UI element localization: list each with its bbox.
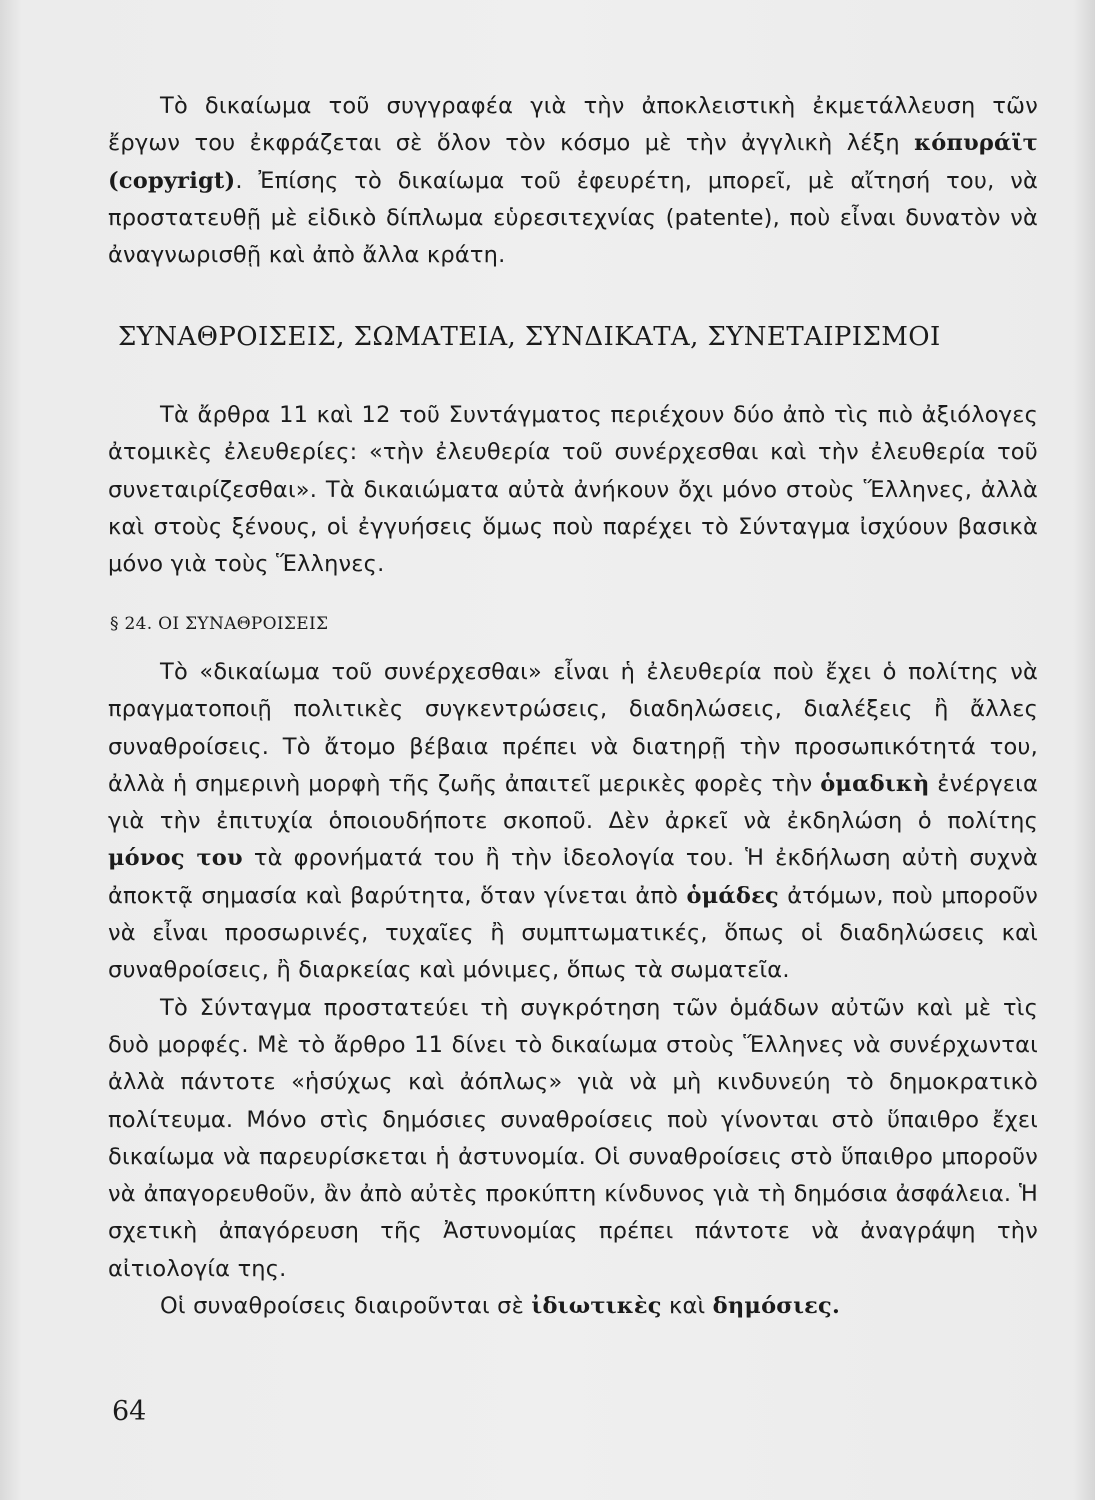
assembly-bold-3: ὁμάδες: [686, 882, 779, 909]
page-number: 64: [112, 1396, 147, 1427]
division-bold-2: δημόσιες.: [712, 1293, 840, 1320]
copyright-text-2: . Ἐπίσης τὸ δικαίωμα τοῦ ἐφευρέτη, μπορεῖ, μὲ αἴτησή του, νὰ προστατευθῇ μὲ εἰδικὸ δίπλωμα εὑρεσιτεχνίας (patente), ποὺ εἶναι δυνατὸν νὰ ἀναγνωρισθῇ καὶ ἀπὸ ἄλλα κράτη.: [108, 167, 1038, 269]
chapter-heading: ΣΥΝΑΘΡΟΙΣΕΙΣ, ΣΩΜΑΤΕΙΑ, ΣΥΝΔΙΚΑΤΑ, ΣΥΝΕΤΑΙΡΙΣΜΟΙ: [118, 322, 941, 352]
copyright-term: κόπυράϊτ (copyrigt): [108, 130, 1038, 194]
constitution-paragraph: Τὸ Σύνταγμα προστατεύει τὴ συγκρότηση τῶν ὁμάδων αὐτῶν καὶ μὲ τὶς δυὸ μορφές. Μὲ τὸ ἄρθρο 11 δίνει τὸ δικαίωμα στοὺς Ἕλληνες νὰ συνέρχωνται ἀλλὰ πάντοτε «ἡσύχως καὶ ἀόπλως» γιὰ νὰ μὴ κινδυνεύη τὸ δημοκρατικὸ πολίτευμα. Μόνο στὶς δημόσιες συναθροίσεις ποὺ γίνονται στὸ ὕπαιθρο ἔχει δικαίωμα νὰ παρευρίσκεται ἡ ἀστυνομία. Οἱ συναθροίσεις στὸ ὕπαιθρο μποροῦν νὰ ἀπαγορευθοῦν, ἂν ἀπὸ αὐτὲς προκύπτη κίνδυνος γιὰ τὴ δημόσια ἀσφάλεια. Ἡ σχετικὴ ἀπαγόρευση τῆς Ἀστυνομίας πρέπει πάντοτε νὰ ἀναγράψη τὴν αἰτιολογία της.: [108, 994, 1038, 1282]
assembly-bold-2: μόνος του: [108, 845, 243, 872]
division-paragraph: [108, 1288, 1038, 1325]
articles-text: Τὰ ἄρθρα 11 καὶ 12 τοῦ Συντάγματος περιέχουν δύο ἀπὸ τὶς πιὸ ἀξιόλογες ἀτομικὲς ἐλευθερίες: «τὴν ἐλευθερία τοῦ συνέρχεσθαι καὶ τὴν ἐλευθερία τοῦ συνεταιρίζεσθαι». Τὰ δικαιώματα αὐτὰ ἀνήκουν ὄχι μόνο στοὺς Ἕλληνες, ἀλλὰ καὶ στοὺς ξένους, οἱ ἐγγυήσεις ὅμως ποὺ παρέχει τὸ Σύνταγμα ἰσχύουν βασικὰ μόνο γιὰ τοὺς Ἕλληνες.: [108, 402, 1038, 578]
section-heading: § 24. ΟΙ ΣΥΝΑΘΡΟΙΣΕΙΣ: [110, 614, 329, 634]
division-text-2: καὶ: [661, 1293, 713, 1320]
assembly-text-3: τὰ φρονήματά του ἢ τὴν ἰδεολογία του. Ἡ ἐκδήλωση αὐτὴ συχνὰ ἀποκτᾷ σημασία καὶ βαρύτητα, ὅταν γίνεται ἀπὸ: [108, 845, 1038, 909]
copyright-text-1: Τὸ δικαίωμα τοῦ συγγραφέα γιὰ τὴν ἀποκλειστικὴ ἐκμετάλλευση τῶν ἔργων του ἐκφράζεται σὲ ὅλον τὸν κόσμο μὲ τὴν ἀγγλικὴ λέξη: [108, 93, 1038, 157]
main-body: [108, 654, 1038, 1325]
assembly-text-2: ἐνέργεια γιὰ τὴν ἐπιτυχία ὁποιουδήποτε σκοποῦ. Δὲν ἀρκεῖ νὰ ἐκδηλώση ὁ πολίτης: [108, 770, 1039, 835]
assembly-bold-1: ὁμαδικὴ: [820, 770, 930, 797]
copyright-paragraph: [108, 88, 1038, 274]
articles-paragraph: [108, 397, 1038, 583]
division-text-1: Οἱ συναθροίσεις διαιροῦνται σὲ: [160, 1293, 532, 1320]
assembly-paragraph: [108, 654, 1038, 990]
assembly-text-4: ἀτόμων, ποὺ μποροῦν νὰ εἶναι προσωρινές, τυχαῖες ἢ συμπτωματικές, ὅπως οἱ διαδηλώσεις καὶ συναθροίσεις, ἢ διαρκείας καὶ μόνιμες, ὅπως τὰ σωματεῖα.: [108, 882, 1038, 984]
division-bold-1: ἰδιωτικὲς: [531, 1293, 662, 1320]
assembly-text-1: Τὸ «δικαίωμα τοῦ συνέρχεσθαι» εἶναι ἡ ἐλευθερία ποὺ ἔχει ὁ πολίτης νὰ πραγματοποιῇ πολιτικὲς συγκεντρώσεις, διαδηλώσεις, διαλέξεις ἢ ἄλλες συναθροίσεις. Τὸ ἄτομο βέβαια πρέπει νὰ διατηρῇ τὴν προσωπικότητά του, ἀλλὰ ἡ σημερινὴ μορφὴ τῆς ζωῆς ἀπαιτεῖ μερικὲς φορὲς τὴν: [108, 659, 1038, 797]
